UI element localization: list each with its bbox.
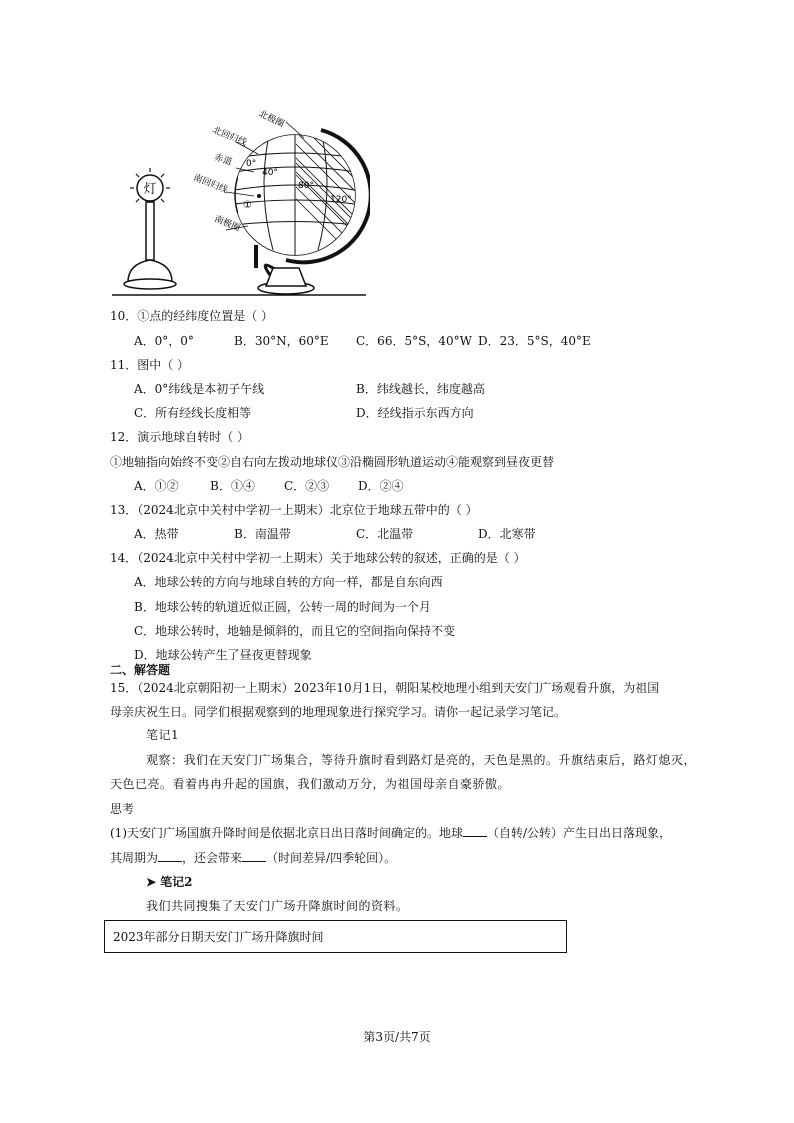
label-tropic-capricorn: 南回归线 [191, 173, 229, 196]
q11-option-d: D．经线指示东西方向 [356, 406, 474, 420]
note2-title: 笔记2 [160, 875, 193, 889]
label-south-polar: 南极圈 [212, 214, 242, 234]
q14-option-d: D．地球公转产生了昼夜更替现象 [134, 648, 312, 662]
q13-option-d: D．北寒带 [478, 527, 536, 541]
note1-line2: 天色已亮。看着冉冉升起的国旗，我们激动万分，为祖国母亲自豪骄傲。 [110, 777, 511, 791]
lamp-label: 灯 [143, 182, 157, 197]
q12-option-b: B．①④ [210, 479, 255, 493]
q15-sub1-e: （时间差异/四季轮回）。 [266, 851, 397, 865]
q15-sub1-line1 [110, 825, 671, 841]
page-footer: 第3页/共7页 [363, 1030, 431, 1044]
table-title: 2023年部分日期天安门广场升降旗时间 [113, 930, 324, 944]
q11-option-b: B．纬线越长，纬度越高 [356, 382, 485, 396]
q15-sub1-d: ，还会带来 [182, 851, 243, 865]
q14-option-c: C．地球公转时，地轴是倾斜的，而且它的空间指向保持不变 [134, 624, 456, 638]
think-label: 思考 [110, 802, 135, 816]
note1-line1: 观察：我们在天安门广场集合，等待升旗时看到路灯是亮的，天色是黑的。升旗结束后，路灯熄灭， [146, 753, 697, 767]
q15-line2: 母亲庆祝生日。同学们根据观察到的地理现象进行探究学习。请你一起记录学习笔记。 [110, 705, 567, 719]
section-title: 二、解答题 [110, 663, 171, 677]
q12-detail: ①地轴指向始终不变②自右向左拨动地球仪③沿椭圆形轨道运动④能观察到昼夜更替 [110, 455, 555, 469]
label-point-one: ① [243, 200, 252, 211]
q15-sub1-c: 其周期为 [110, 851, 159, 865]
q14-option-a: A．地球公转的方向与地球自转的方向一样，都是自东向西 [134, 575, 443, 589]
q11-stem: 11．图中（ ） [110, 358, 190, 372]
q13-stem: 13．（2024北京中关村中学初一上期末）北京位于地球五带中的（ ） [110, 503, 478, 517]
label-equator: 赤道 [212, 152, 234, 168]
q10-stem: 10．①点的经纬度位置是（ ） [110, 309, 274, 323]
note2-heading [146, 874, 192, 890]
q14-option-b: B．地球公转的轨道近似正圆，公转一周的时间为一个月 [134, 600, 431, 614]
globe-lamp-figure [108, 100, 370, 300]
note2-line: 我们共同搜集了天安门广场升降旗时间的资料。 [146, 899, 409, 913]
table-header-box [104, 920, 567, 953]
label-one-twenty: 120° [330, 195, 352, 205]
q15-line1: 15．（2024北京朝阳初一上期末）2023年10月1日，朝阳某校地理小组到天安门广场观看升旗，为祖国 [110, 681, 660, 695]
blank-2[interactable] [158, 850, 182, 862]
q12-option-a: A．①② [134, 479, 179, 493]
q10-option-c: C．66．5°S，40°W [356, 334, 472, 348]
q15-sub1-line2 [110, 850, 396, 866]
blank-1[interactable] [463, 825, 487, 837]
q13-option-c: C．北温带 [356, 527, 414, 541]
label-tropic-cancer: 北回归线 [210, 125, 248, 149]
q15-sub1-b: （自转/公转）产生日出日落现象， [487, 826, 672, 840]
lamp-icon [124, 168, 176, 289]
q15-sub1-a: (1)天安门广场国旗升降时间是依据北京日出日落时间确定的。地球 [110, 826, 464, 840]
q12-option-d: D．②④ [358, 479, 404, 493]
q10-option-d: D．23．5°S，40°E [478, 334, 591, 348]
label-north-polar: 北极圈 [256, 109, 286, 130]
label-forty: 40° [262, 168, 278, 178]
q13-option-b: B．南温带 [234, 527, 291, 541]
label-zero: 0° [246, 159, 257, 169]
q11-option-c: C．所有经线长度相等 [134, 406, 252, 420]
label-eighty: 80° [298, 181, 314, 191]
q10-option-b: B．30°N，60°E [234, 334, 329, 348]
blank-3[interactable] [242, 850, 266, 862]
globe-icon [192, 107, 370, 294]
q10-option-a: A．0°，0° [134, 334, 194, 348]
q13-option-a: A．热带 [134, 527, 179, 541]
arrow-icon: ➤ [146, 875, 157, 889]
note1-title: 笔记1 [146, 728, 180, 742]
q14-stem: 14．（2024北京中关村中学初一上期末）关于地球公转的叙述，正确的是（ ） [110, 551, 526, 565]
q12-option-c: C．②③ [284, 479, 330, 493]
q12-stem: 12．演示地球自转时（ ） [110, 430, 250, 444]
q11-option-a: A．0°纬线是本初子午线 [134, 382, 265, 396]
